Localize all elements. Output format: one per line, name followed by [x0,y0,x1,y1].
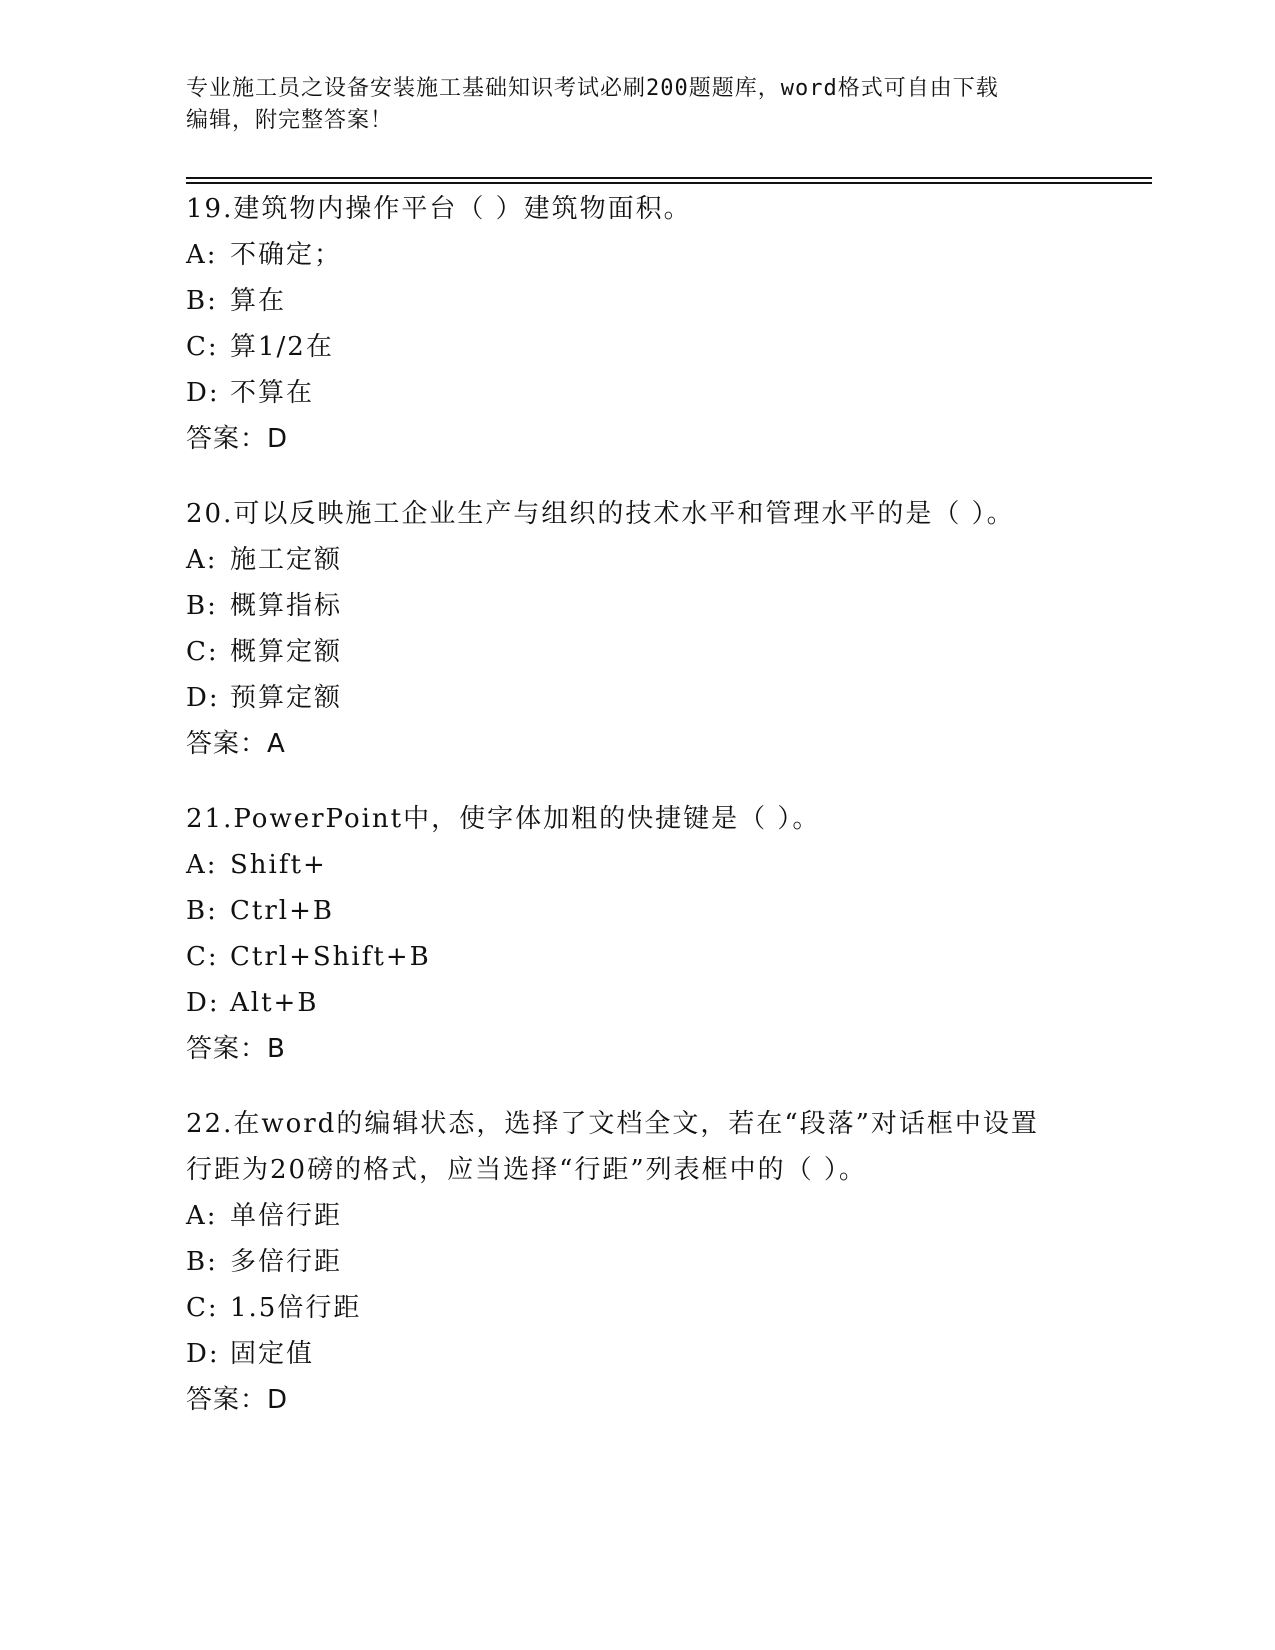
option-letter: B: [186,896,218,926]
option-d [186,675,1086,721]
option-b [186,583,1086,629]
option-letter: A: [186,240,218,270]
option-c [186,324,1086,370]
header-divider-top [186,177,1152,179]
option-letter: C: [186,332,219,362]
question-19 [186,186,1086,462]
answer-line [186,1026,1086,1072]
option-letter: A: [186,545,218,575]
answer-value: D [267,424,289,454]
header-line-2: 编辑，附完整答案！ [186,108,394,133]
answer-value: A [267,729,286,759]
option-letter: A: [186,850,218,880]
option-letter: A: [186,1201,218,1231]
header-line-1: 专业施工员之设备安装施工基础知识考试必刷200题题库，word格式可自由下载 [186,76,999,101]
option-a [186,1193,1046,1239]
answer-label: 答案： [186,424,268,454]
answer-line [186,1377,1046,1423]
option-letter: D: [186,988,220,1018]
answer-label: 答案： [186,1034,268,1064]
option-text: 固定值 [230,1339,315,1369]
option-text: 概算定额 [230,637,343,667]
question-stem: 19.建筑物内操作平台（ ）建筑物面积。 [186,194,692,224]
option-b [186,1239,1046,1285]
option-letter: D: [186,683,220,713]
option-letter: C: [186,637,219,667]
option-text: 算在 [230,286,287,316]
option-a [186,842,1086,888]
option-c [186,934,1086,980]
option-text: Ctrl+Shift+B [230,942,431,972]
answer-value: D [267,1385,289,1415]
option-letter: C: [186,942,219,972]
option-letter: B: [186,286,218,316]
option-text: 不算在 [230,378,315,408]
option-c [186,629,1086,675]
option-text: Ctrl+B [230,896,334,926]
option-text: 多倍行距 [230,1247,343,1277]
question-21 [186,796,1086,1072]
option-letter: D: [186,378,220,408]
option-letter: D: [186,1339,220,1369]
question-stem: 21.PowerPoint中，使字体加粗的快捷键是（ ）。 [186,804,821,834]
option-a [186,537,1086,583]
answer-label: 答案： [186,1385,268,1415]
option-c [186,1285,1046,1331]
question-stem: 20.可以反映施工企业生产与组织的技术水平和管理水平的是（ ）。 [186,499,1015,529]
answer-line [186,721,1086,767]
option-b [186,278,1086,324]
option-text: 1.5倍行距 [230,1293,362,1323]
answer-value: B [267,1034,286,1064]
option-text: 算1/2在 [230,332,334,362]
option-text: Shift+ [230,850,327,880]
option-text: 预算定额 [230,683,343,713]
option-b [186,888,1086,934]
header-divider-bottom [186,182,1152,184]
answer-label: 答案： [186,729,268,759]
answer-line [186,416,1086,462]
option-d [186,370,1086,416]
option-letter: B: [186,591,218,621]
document-header [186,73,1066,137]
option-text: 单倍行距 [230,1201,343,1231]
option-d [186,980,1086,1026]
option-text: Alt+B [230,988,319,1018]
option-text: 不确定； [230,240,343,270]
question-22 [186,1101,1046,1423]
question-stem: 22.在word的编辑状态，选择了文档全文，若在“段落”对话框中设置行距为20磅的格式，应当选择“行距”列表框中的（ ）。 [186,1109,1039,1185]
option-a [186,232,1086,278]
option-d [186,1331,1046,1377]
option-letter: C: [186,1293,219,1323]
option-letter: B: [186,1247,218,1277]
option-text: 施工定额 [230,545,343,575]
question-20 [186,491,1086,767]
option-text: 概算指标 [230,591,343,621]
